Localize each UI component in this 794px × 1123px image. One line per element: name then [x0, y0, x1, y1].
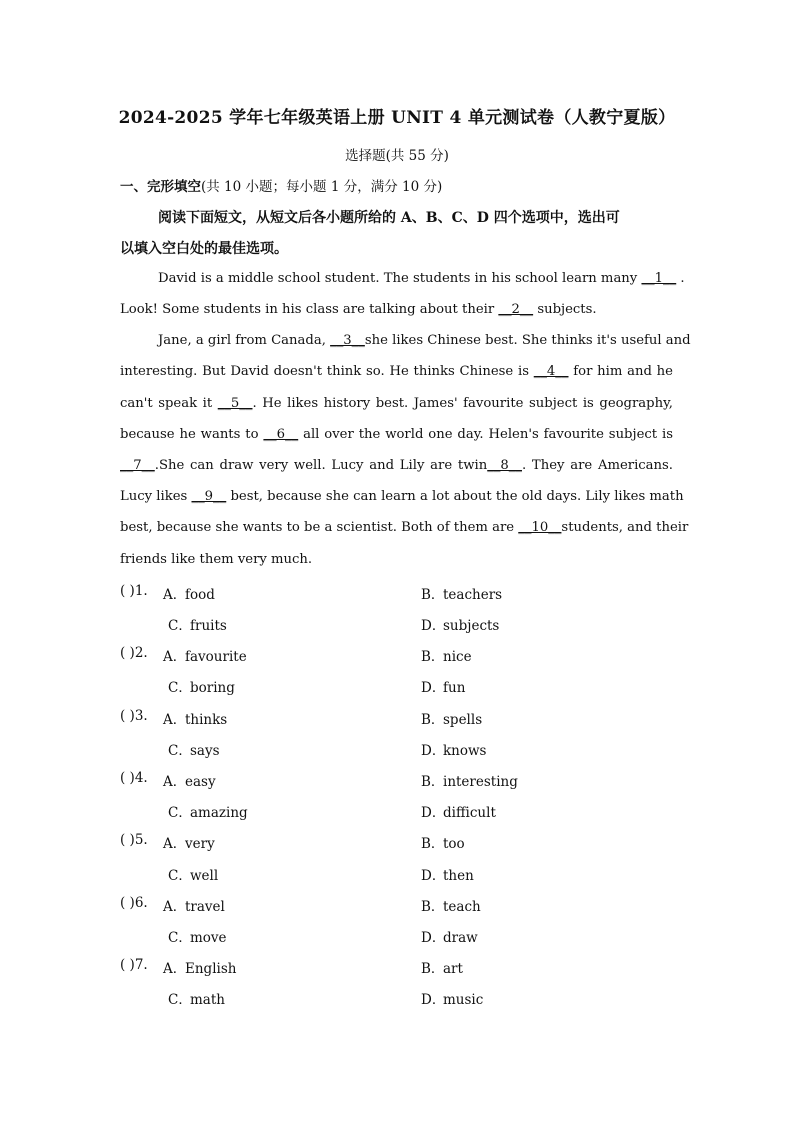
option-text: favourite [185, 649, 247, 665]
option-a[interactable] [163, 957, 236, 977]
option-c[interactable] [168, 988, 225, 1008]
question-number: ( )1. [120, 583, 148, 599]
option-letter: D． [421, 992, 446, 1008]
instructions-line-1: 阅读下面短文，从短文后各小题所给的 A、B、C、D 四个选项中，选出可 [158, 210, 620, 226]
option-text: difficult [443, 805, 496, 821]
blank-1: __1__ [641, 271, 677, 286]
option-text: spells [443, 712, 483, 728]
question-3-row-cd [0, 739, 794, 759]
passage-text: best, because she wants to be a scientist. Both of them are [120, 520, 515, 535]
option-b[interactable] [421, 832, 465, 852]
option-text: draw [443, 930, 478, 946]
option-text: interesting [443, 774, 518, 790]
option-letter: A． [163, 712, 187, 728]
option-text: art [443, 961, 463, 977]
blank-3: __3__ [330, 333, 365, 348]
section-heading [120, 175, 442, 195]
option-a[interactable] [163, 708, 227, 728]
option-text: amazing [190, 805, 248, 821]
option-letter: C． [168, 618, 192, 634]
option-letter: A． [163, 836, 187, 852]
question-number: ( )5. [120, 832, 148, 848]
option-a[interactable] [163, 895, 225, 915]
option-b[interactable] [421, 895, 481, 915]
option-b[interactable] [421, 645, 472, 665]
instructions-line-2: 以填入空白处的最佳选项。 [120, 241, 288, 257]
question-1-row-ab [0, 583, 794, 603]
option-letter: B． [421, 712, 445, 728]
question-3-row-ab [0, 708, 794, 728]
passage-line-9 [120, 520, 689, 535]
option-text: well [190, 868, 219, 884]
question-1-row-cd [0, 614, 794, 634]
option-d[interactable] [421, 864, 474, 884]
passage-text: Jane, a girl from Canada, [158, 333, 326, 348]
question-6-row-cd [0, 926, 794, 946]
passage-text: .She can draw very well. Lucy and Lily are twin [154, 458, 488, 473]
option-text: too [443, 836, 465, 852]
option-text: says [190, 743, 220, 759]
blank-2: __2__ [498, 302, 534, 317]
option-c[interactable] [168, 676, 235, 696]
passage-line-1 [158, 271, 685, 286]
passage-line-7 [120, 458, 673, 473]
option-letter: C． [168, 992, 192, 1008]
passage-text: all over the world one day. Helen's favourite subject is [303, 427, 673, 442]
option-text: travel [185, 899, 225, 915]
blank-7: __7__ [120, 458, 155, 473]
passage-text: Lucy likes [120, 489, 188, 504]
option-letter: C． [168, 680, 192, 696]
question-6-row-ab [0, 895, 794, 915]
option-letter: C． [168, 743, 192, 759]
option-text: nice [443, 649, 472, 665]
passage-text: she likes Chinese best. She thinks it's useful and [364, 333, 691, 348]
option-letter: B． [421, 774, 445, 790]
option-c[interactable] [168, 864, 218, 884]
passage-line-3 [158, 333, 691, 348]
option-d[interactable] [421, 614, 499, 634]
option-letter: A． [163, 961, 187, 977]
option-c[interactable] [168, 739, 220, 759]
option-a[interactable] [163, 832, 215, 852]
passage-text: for him and he [573, 364, 673, 379]
option-text: then [443, 868, 474, 884]
question-7-row-ab [0, 957, 794, 977]
option-c[interactable] [168, 614, 227, 634]
question-number: ( )2. [120, 645, 148, 661]
option-letter: A． [163, 774, 187, 790]
option-a[interactable] [163, 583, 215, 603]
passage-line-4 [120, 364, 673, 379]
question-2-row-ab [0, 645, 794, 665]
option-letter: B． [421, 899, 445, 915]
question-2-row-cd [0, 676, 794, 696]
option-d[interactable] [421, 676, 465, 696]
option-letter: B． [421, 649, 445, 665]
option-d[interactable] [421, 988, 483, 1008]
option-text: math [190, 992, 225, 1008]
blank-8: __8__ [487, 458, 522, 473]
option-text: fun [443, 680, 466, 696]
option-text: fruits [190, 618, 227, 634]
question-number: ( )4. [120, 770, 148, 786]
option-letter: C． [168, 868, 192, 884]
option-letter: D． [421, 868, 446, 884]
option-text: teach [443, 899, 481, 915]
passage-text: Look! Some students in his class are talking about their [120, 302, 495, 317]
option-text: food [185, 587, 215, 603]
question-number: ( )6. [120, 895, 148, 911]
option-a[interactable] [163, 770, 216, 790]
passage-text: David is a middle school student. The students in his school learn many [158, 271, 638, 286]
option-c[interactable] [168, 926, 227, 946]
passage-text: can't speak it [120, 396, 213, 411]
question-4-row-cd [0, 801, 794, 821]
option-text: English [185, 961, 237, 977]
question-4-row-ab [0, 770, 794, 790]
option-d[interactable] [421, 801, 496, 821]
option-text: move [190, 930, 227, 946]
passage-text: students, and their [561, 520, 689, 535]
option-letter: A． [163, 649, 187, 665]
passage-text: interesting. But David doesn't think so. He thinks Chinese is [120, 364, 529, 379]
option-letter: B． [421, 587, 445, 603]
passage-line-2 [120, 302, 673, 317]
option-letter: A． [163, 899, 187, 915]
option-letter: D． [421, 680, 446, 696]
question-5-row-cd [0, 864, 794, 884]
option-letter: B． [421, 836, 445, 852]
page-title: 2024-2025 学年七年级英语上册 UNIT 4 单元测试卷（人教宁夏版） [118, 108, 676, 128]
question-number: ( )3. [120, 708, 148, 724]
option-letter: A． [163, 587, 187, 603]
option-text: boring [190, 680, 235, 696]
section-heading-details: (共 10 小题；每小题 1 分，满分 10 分) [201, 179, 443, 195]
passage-text: . [680, 271, 685, 286]
passage-text: . They are Americans. [521, 458, 673, 473]
page-subtitle: 选择题(共 55 分) [345, 148, 449, 164]
option-d[interactable] [421, 926, 478, 946]
passage-text: subjects. [537, 302, 597, 317]
option-letter: C． [168, 930, 192, 946]
option-text: knows [443, 743, 487, 759]
option-d[interactable] [421, 739, 487, 759]
option-c[interactable] [168, 801, 248, 821]
question-number: ( )7. [120, 957, 148, 973]
blank-4: __4__ [533, 364, 569, 379]
option-b[interactable] [421, 708, 482, 728]
passage-line-6 [120, 427, 673, 442]
blank-5: __5__ [217, 396, 253, 411]
passage-text: . He likes history best. James' favourite subject is geography, [252, 396, 673, 411]
option-b[interactable] [421, 770, 518, 790]
option-b[interactable] [421, 957, 463, 977]
option-letter: D． [421, 930, 446, 946]
option-b[interactable] [421, 583, 502, 603]
option-text: very [185, 836, 215, 852]
option-text: teachers [443, 587, 503, 603]
passage-line-10: friends like them very much. [120, 552, 313, 567]
passage-text: because he wants to [120, 427, 259, 442]
option-text: music [443, 992, 484, 1008]
section-heading-label: 一、完形填空 [120, 179, 201, 195]
option-letter: D． [421, 618, 446, 634]
option-a[interactable] [163, 645, 247, 665]
option-text: subjects [443, 618, 500, 634]
option-text: thinks [185, 712, 228, 728]
blank-9: __9__ [191, 489, 227, 504]
passage-line-8 [120, 489, 684, 504]
option-letter: D． [421, 805, 446, 821]
option-text: easy [185, 774, 216, 790]
option-letter: D． [421, 743, 446, 759]
blank-6: __6__ [263, 427, 299, 442]
question-7-row-cd [0, 988, 794, 1008]
passage-line-5 [120, 396, 673, 411]
passage-text: best, because she can learn a lot about the old days. Lily likes math [230, 489, 684, 504]
option-letter: C． [168, 805, 192, 821]
blank-10: __10__ [518, 520, 562, 535]
option-letter: B． [421, 961, 445, 977]
question-5-row-ab [0, 832, 794, 852]
